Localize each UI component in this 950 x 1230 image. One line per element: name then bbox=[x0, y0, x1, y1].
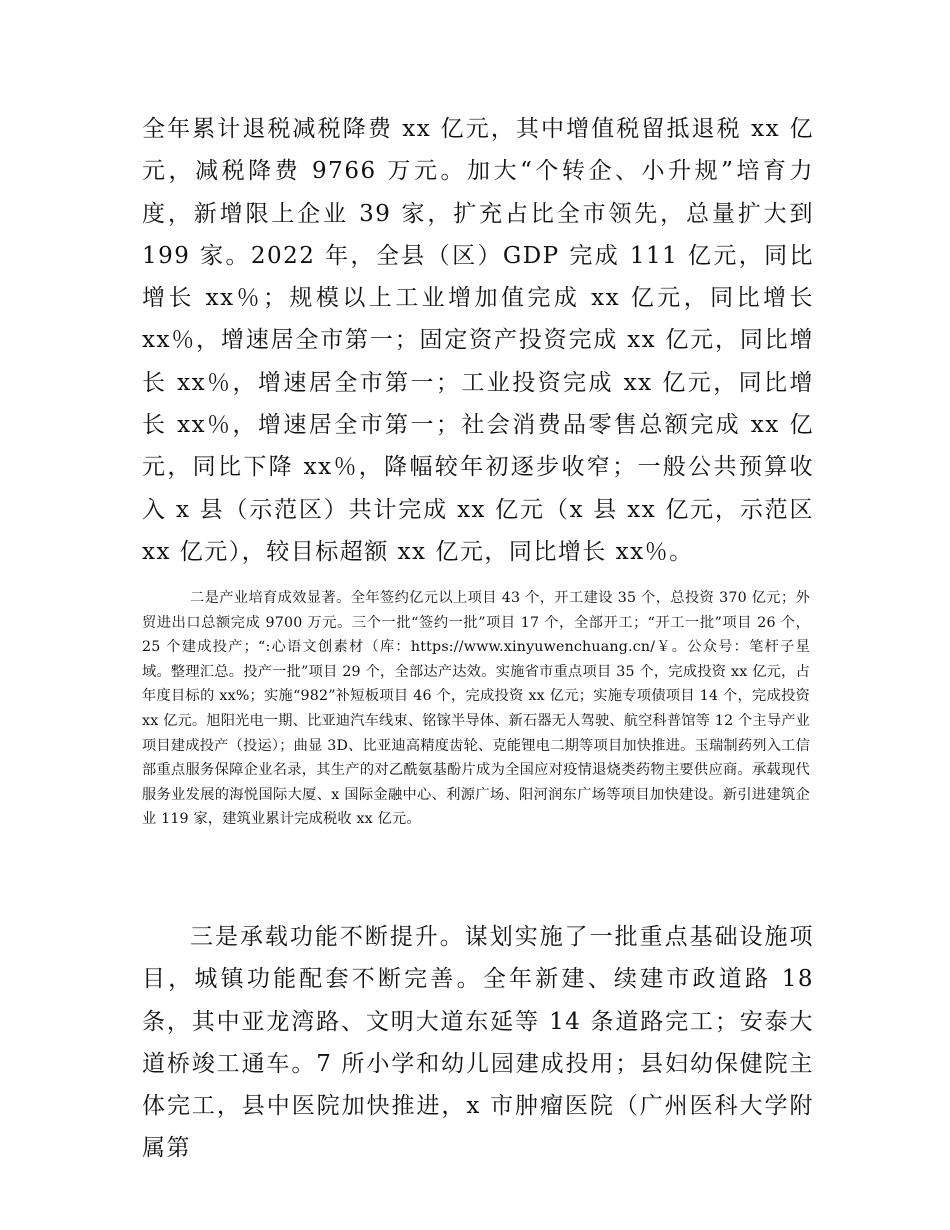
paragraph-industry-cultivation: 二是产业培育成效显著。全年签约亿元以上项目 43 个，开工建设 35 个，总投资 370 亿元；外贸进出口总额完成 9700 万元。三个一批“签约一批”项目 17 个，全部开工；“开工一批”项目 26 个，25 个建成投产；“:心语文创素材（库：https://www.xinyuwenchuang.cn/￥。公众号：笔杆子星域。整理汇总。投产一批”项目 29 个，全部达产达效。实施省市重点项目 35 个，完成投资 xx 亿元，占年度目标的 xx%；实施“982”补短板项目 46 个，完成投资 xx 亿元；实施专项债项目 14 个，完成投资 xx 亿元。旭阳光电一期、比亚迪汽车线束、铭镓半导体、新石器无人驾驶、航空科普馆等 12 个主导产业项目建成投产（投运）；曲显 3D、比亚迪高精度齿轮、克能锂电二期等项目加快推进。玉瑞制药列入工信部重点服务保障企业名录，其生产的对乙酰氨基酚片成为全国应对疫情退烧类药物主要供应商。承载现代服务业发展的海悦国际大厦、x 国际金融中心、利源广场、阳河润东广场等项目加快建设。新引进建筑企业 119 家，建筑业累计完成税收 xx 亿元。 bbox=[142, 590, 810, 828]
paragraph-infrastructure: 三是承载功能不断提升。谋划实施了一批重点基础设施项目，城镇功能配套不断完善。全年新建、续建市政道路 18 条，其中亚龙湾路、文明大道东延等 14 条道路完工；安泰大道桥竣工通车。7 所小学和幼儿园建成投用；县妇幼保健院主体完工，县中医院加快推进，x 市肿瘤医院（广州医科大学附属第 bbox=[142, 924, 814, 1162]
paragraph-economic-indicators: 全年累计退税减税降费 xx 亿元，其中增值税留抵退税 xx 亿元，减税降费 9766 万元。加大“个转企、小升规”培育力度，新增限上企业 39 家，扩充占比全市领先，总量扩大到 199 家。2022 年，全县（区）GDP 完成 111 亿元，同比增长 xx％；规模以上工业增加值完成 xx 亿元，同比增长 xx％，增速居全市第一；固定资产投资完成 xx 亿元，同比增长 xx％，增速居全市第一；工业投资完成 xx 亿元，同比增长 xx％，增速居全市第一；社会消费品零售总额完成 xx 亿元，同比下降 xx％，降幅较年初逐步收窄；一般公共预算收入 x 县（示范区）共计完成 xx 亿元（x 县 xx 亿元，示范区 xx 亿元），较目标超额 xx 亿元，同比增长 xx％。 bbox=[142, 116, 814, 565]
